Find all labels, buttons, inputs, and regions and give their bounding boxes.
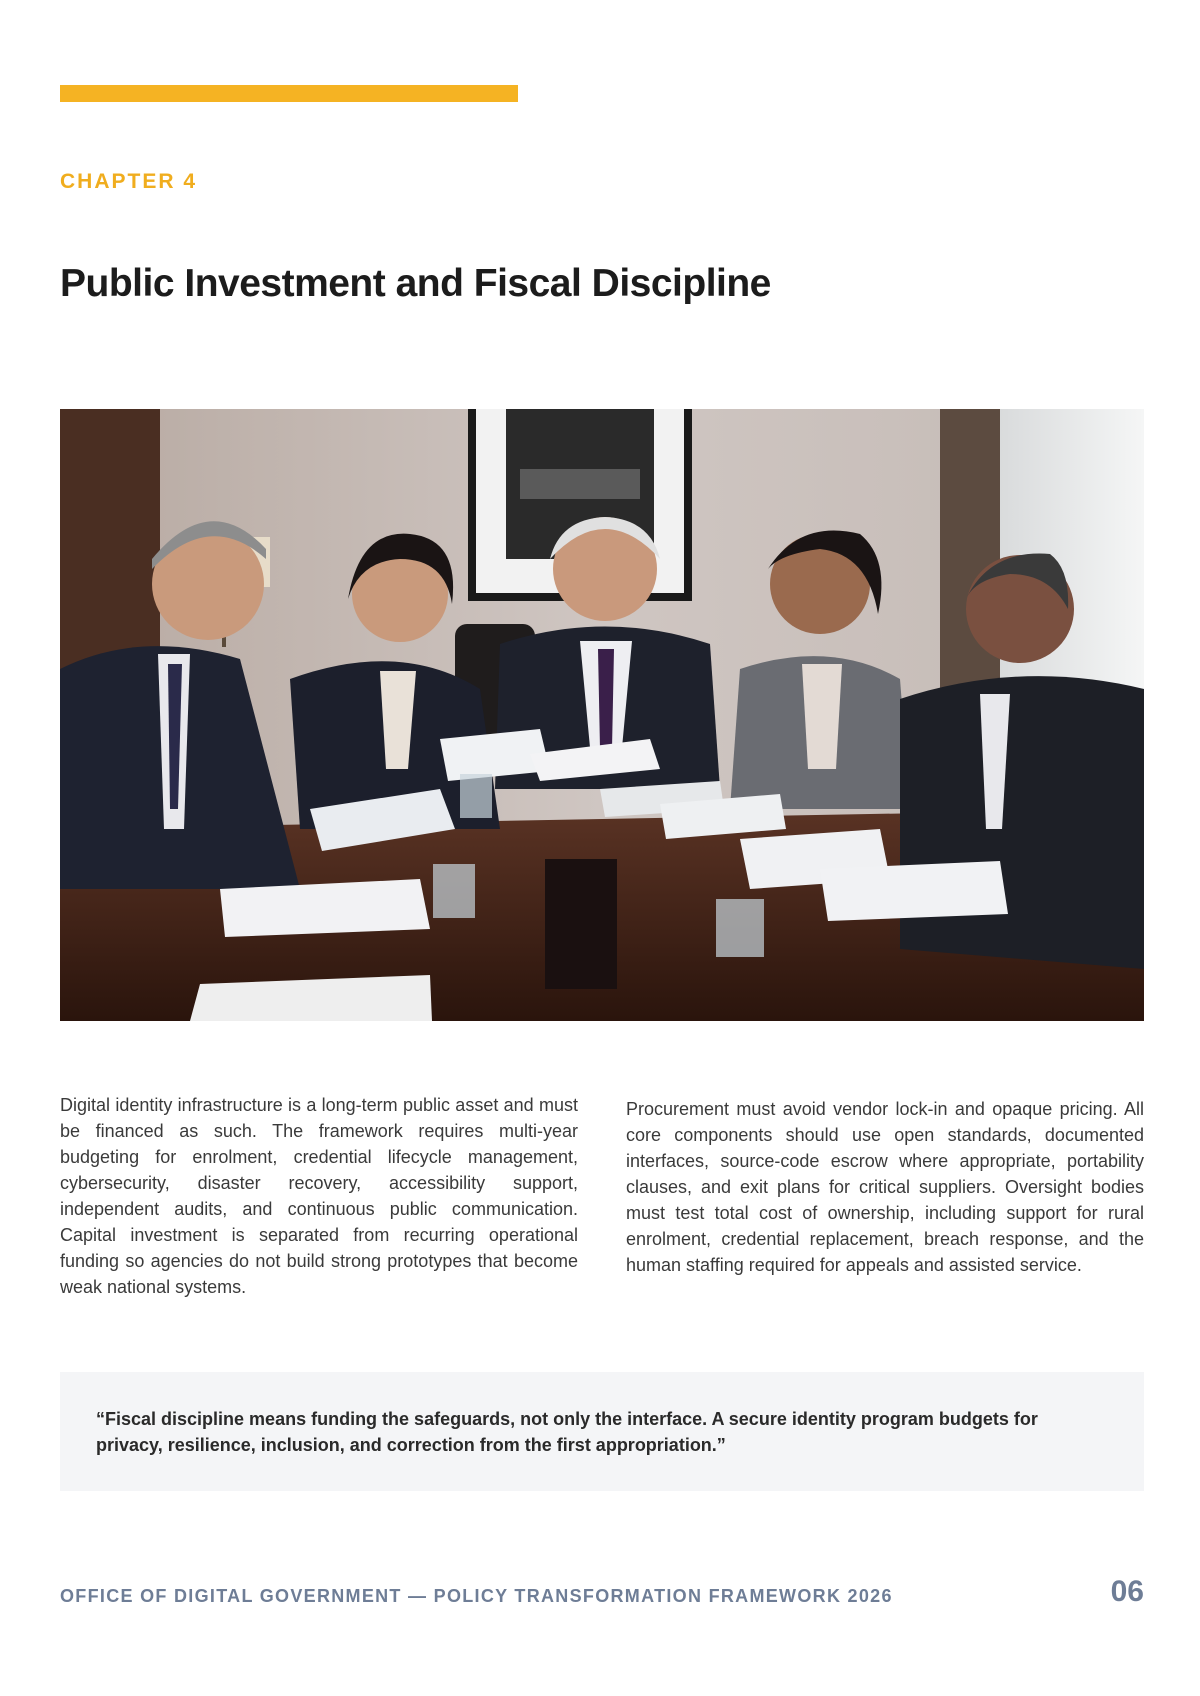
page-title: Public Investment and Fiscal Discipline xyxy=(60,262,771,305)
pull-quote xyxy=(60,1372,1144,1491)
chapter-label: CHAPTER 4 xyxy=(60,170,198,193)
accent-bar xyxy=(60,85,518,102)
footer-org-line: OFFICE OF DIGITAL GOVERNMENT — POLICY TRANSFORMATION FRAMEWORK 2026 xyxy=(60,1586,893,1606)
meeting-photo xyxy=(60,409,1144,1021)
page-number: 06 xyxy=(1110,1575,1144,1608)
body-paragraph-right: Procurement must avoid vendor lock-in and opaque pricing. All core components should use open standards, documented interfaces, source-code escrow where appropriate, portability clauses, and exit plans for critical suppliers. Oversight bodies must test total cost of ownership, including support for rural enrolment, credential replacement, breach response, and the human staffing required for appeals and assisted service. xyxy=(626,1099,1144,1275)
body-paragraph-left: Digital identity infrastructure is a long-term public asset and must be financed as such. The framework requires multi-year budgeting for enrolment, credential lifecycle management, cybersecurity, disaster recovery, accessibility support, independent audits, and continuous public communication. Capital investment is separated from recurring operational funding so agencies do not build strong prototypes that become weak national systems. xyxy=(60,1095,578,1297)
pull-quote-text: “Fiscal discipline means funding the safeguards, not only the interface. A secure identity program budgets for privacy, resilience, inclusion, and correction from the first appropriation.” xyxy=(96,1409,1038,1455)
